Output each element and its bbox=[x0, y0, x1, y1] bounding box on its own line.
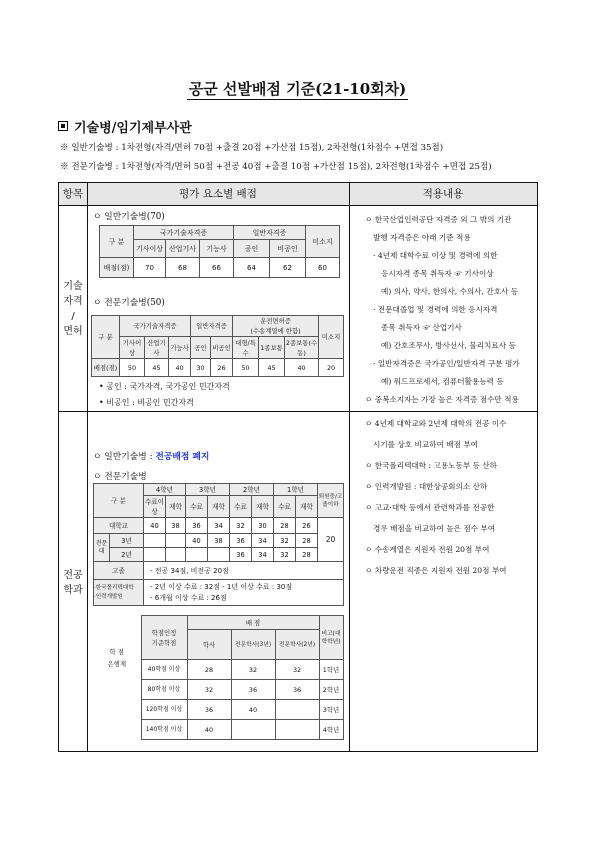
list-item: 예) 의사, 약사, 한의사, 수의사, 간호사 등 bbox=[381, 287, 519, 296]
header-scoring: 평가 요소별 배점 bbox=[179, 188, 257, 200]
list-item: ㅇ 4년제 대학교와 2년제 대학의 전공 이수 bbox=[365, 419, 507, 428]
professional-major-label: ㅇ 전문기술병 bbox=[93, 472, 147, 482]
list-item: 시기를 상호 비교하여 배점 부여 bbox=[373, 440, 479, 449]
list-item: ㅇ 한국산업인력공단 자격증 외 그 밖의 기관 bbox=[365, 215, 512, 224]
professional-score-table: 구 분 국가기술자격증 일반자격증 운전면허증 (수송계열에 한함) 미소지 기사이상 산업기사 기능사 공인 비공인 대형/특수 1종보통 2종보통(수동) 배점(점) 50 45 40 30 26 50 45 40 20 bbox=[91, 315, 344, 377]
list-item: 발행 자격증은 아래 기준 적용 bbox=[373, 233, 471, 242]
header-item: 항목 bbox=[62, 188, 84, 200]
credit-bank-table: 학 점 은행제 학점인정 기준학점 배 점 비고(대학학년) 학사 전문학사(3년) 전문학사(2년) 40학점 이상 28 32 32 1학년 80학점 이상 32 36 36 2학년 120학점 이상 36 40 3학년 140학점 이상 40 4학년 bbox=[93, 615, 344, 740]
list-item: 경우 배점을 비교하여 높은 점수 부여 bbox=[373, 524, 496, 533]
list-item: · 4년제 대학수료 이상 및 경력에 의한 bbox=[373, 251, 498, 260]
category-qualification: 기술 자격 / 면허 bbox=[63, 281, 83, 337]
section-title: 기술병/임기제부사관 bbox=[58, 117, 192, 136]
list-item: 예) 워드프로세서, 컴퓨터활용능력 등 bbox=[381, 377, 504, 386]
list-item: ㅇ 차량운전 직종은 지원자 전원 20점 부여 bbox=[365, 566, 507, 575]
professional-label: ㅇ 전문기술병(50) bbox=[93, 298, 165, 308]
list-item: ㅇ 중복소지자는 가장 높은 자격증 점수만 적용 bbox=[365, 395, 519, 404]
note-professional: ※ 전문기술병 : 1차전형(자격/면허 50점 +전공 40점 +출결 10점 +가산점 15점), 2차전형(1차점수 +면접 25점) bbox=[60, 162, 492, 172]
general-label: ㅇ 일반기술병(70) bbox=[93, 212, 165, 222]
square-bullet-icon bbox=[58, 121, 68, 131]
page-title: 공군 선발배점 기준(21-10회차) bbox=[188, 80, 407, 98]
major-score-table: 구 분 4학년 3학년 2학년 1학년 퇴원중/고졸이하 수료이상 재학 수료 재학 수료 재학 수료 재학 대학교 40 38 36 34 32 30 28 26 20 전문대 3년 40 38 36 34 32 28 2년 36 34 32 28 고졸 - 전공 34점, 비전공 20점 ·한국폴리텍대학 ·인력개발원 - 2년 이상 수료 : 32점 - 1년 이상 수료 : 30점 - 6개월 이상 수료 : 26점 bbox=[93, 483, 344, 606]
category-major: 전공 학과 bbox=[63, 570, 83, 596]
list-item: ㅇ 인력개발원 : 대한상공회의소 산하 bbox=[365, 482, 488, 491]
divider bbox=[59, 411, 537, 412]
abolished-text: 전공배점 폐지 bbox=[155, 452, 210, 462]
general-major-label: ㅇ 일반기술병 : 전공배점 폐지 bbox=[93, 452, 210, 462]
major-application bbox=[355, 413, 535, 581]
bullet-certified: • 공인 : 국가자격, 국가공인 민간자격 bbox=[99, 382, 230, 391]
list-item: · 전문대졸업 및 경력에 의한 응시자격 bbox=[373, 305, 498, 314]
list-item: ㅇ 고교·대학 등에서 관련학과를 전공한 bbox=[365, 503, 495, 512]
list-item: 예) 간호조무사, 방사선사, 물리치료사 등 bbox=[381, 341, 516, 350]
general-score-table: 구 분 국가기술자격증 일반자격증 미소지 기사이상 산업기사 기능사 공인 비공인 배점(점) 70 68 66 64 62 60 bbox=[99, 225, 340, 278]
divider bbox=[87, 183, 88, 751]
criteria-table bbox=[58, 182, 538, 752]
list-item: ㅇ 한국폴리텍대학 : 고용노동부 등 산하 bbox=[365, 461, 497, 470]
list-item: 응시자격 종목 취득자 ☞ 기사이상 bbox=[381, 269, 494, 278]
list-item: ㅇ 수송계열은 지원자 전원 20점 부여 bbox=[365, 545, 490, 554]
list-item: 종목 취득자 ☞ 산업기사 bbox=[381, 323, 462, 332]
note-general: ※ 일반기술병 : 1차전형(자격/면허 70점 +출결 20점 +가산점 15점), 2차전형(1차점수 +면접 35점) bbox=[60, 143, 444, 153]
header-application: 적용내용 bbox=[422, 188, 464, 200]
bullet-uncertified: • 비공인 : 비공인 민간자격 bbox=[99, 398, 194, 407]
qualification-application bbox=[355, 211, 535, 409]
list-item: · 일반자격증은 국가공인/일반자격 구분 평가 bbox=[373, 359, 520, 368]
divider bbox=[349, 183, 350, 751]
